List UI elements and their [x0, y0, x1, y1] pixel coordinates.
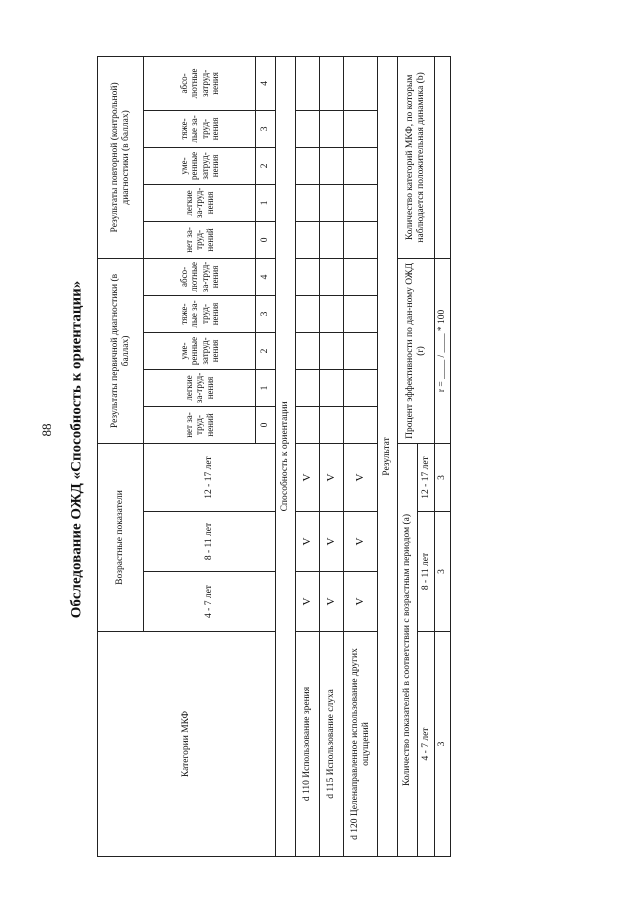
primary-score-cell[interactable] [320, 258, 344, 295]
primary-score-cell[interactable] [344, 295, 378, 332]
age-mark: V [320, 572, 344, 632]
age-mark: V [344, 572, 378, 632]
score-value: 3 [256, 110, 276, 147]
count-age-label: 4 - 7 лет [418, 632, 435, 857]
result-row [378, 56, 398, 856]
primary-severity-header: легкие за-труд-нения [144, 369, 256, 406]
positive-dynamics-value[interactable] [435, 56, 451, 258]
repeat-score-cell[interactable] [344, 184, 378, 221]
efficiency-label: Процент эффективности по дан-ному ОЖД (r) [398, 258, 435, 443]
age-mark: V [296, 572, 320, 632]
repeat-score-cell[interactable] [344, 221, 378, 258]
age-mark: V [344, 512, 378, 572]
count-age-label: 8 - 11 лет [418, 512, 435, 632]
category-label: d 110 Использование зрения [296, 632, 320, 857]
age-mark: V [296, 443, 320, 511]
repeat-score-cell[interactable] [320, 110, 344, 147]
section-title: Способность к ориентации [276, 56, 296, 856]
primary-score-cell[interactable] [344, 258, 378, 295]
score-value: 4 [256, 56, 276, 110]
primary-score-cell[interactable] [320, 369, 344, 406]
primary-score-cell[interactable] [344, 369, 378, 406]
age-header: 12 - 17 лет [144, 443, 276, 511]
count-value: 3 [435, 443, 451, 511]
count-value: 3 [435, 632, 451, 857]
score-value: 4 [256, 258, 276, 295]
repeat-score-cell[interactable] [320, 56, 344, 110]
repeat-severity-header: тяже-лые за-труд-нения [144, 110, 256, 147]
primary-score-cell[interactable] [344, 332, 378, 369]
age-group-header: Возрастные показатели [98, 443, 144, 631]
repeat-severity-header: нет за-труд-нений [144, 221, 256, 258]
score-value: 2 [256, 332, 276, 369]
assessment-table-container [97, 57, 448, 857]
repeat-score-cell[interactable] [344, 110, 378, 147]
repeat-results-header: Результаты повторной (контрольной) диагностики (в баллах) [98, 56, 144, 258]
age-mark: V [344, 443, 378, 511]
page-number: 88 [39, 423, 54, 437]
repeat-severity-header: абсо-лютные затруд-нения [144, 56, 256, 110]
repeat-score-cell[interactable] [296, 221, 320, 258]
age-header: 4 - 7 лет [144, 572, 276, 632]
score-value: 3 [256, 295, 276, 332]
primary-score-cell[interactable] [296, 369, 320, 406]
repeat-score-cell[interactable] [296, 56, 320, 110]
repeat-score-cell[interactable] [296, 184, 320, 221]
summary-value-row [435, 56, 451, 856]
count-value: 3 [435, 512, 451, 632]
table-row [344, 56, 378, 856]
primary-score-cell[interactable] [320, 295, 344, 332]
indicator-count-label: Количество показателей в соответствии с возрастным периодом (а) [398, 443, 418, 856]
primary-score-cell[interactable] [344, 406, 378, 443]
table-row [296, 56, 320, 856]
score-value: 0 [256, 221, 276, 258]
primary-score-cell[interactable] [320, 406, 344, 443]
repeat-score-cell[interactable] [320, 184, 344, 221]
age-header: 8 - 11 лет [144, 512, 276, 572]
assessment-table [97, 56, 451, 857]
primary-severity-header: абсо-лютные за-труд-нения [144, 258, 256, 295]
section-row [276, 56, 296, 856]
category-label: d 115 Использование слуха [320, 632, 344, 857]
score-value: 1 [256, 369, 276, 406]
primary-severity-header: уме-ренные затруд-нения [144, 332, 256, 369]
page-title: Обследование ОЖД «Способность к ориентации» [68, 280, 85, 619]
repeat-severity-header: легкие за-труд-нения [144, 184, 256, 221]
category-label: d 120 Целенаправленное использование других ощущений [344, 632, 378, 857]
primary-results-header: Результаты первичной диагностики (в баллах) [98, 258, 144, 443]
score-value: 1 [256, 184, 276, 221]
primary-severity-header: нет за-труд-нений [144, 406, 256, 443]
repeat-severity-header: уме-ренные затруд-нения [144, 147, 256, 184]
primary-score-cell[interactable] [296, 258, 320, 295]
repeat-score-cell[interactable] [296, 147, 320, 184]
summary-header-row [398, 56, 418, 856]
age-mark: V [320, 443, 344, 511]
repeat-score-cell[interactable] [344, 147, 378, 184]
count-age-label: 12 - 17 лет [418, 443, 435, 511]
repeat-score-cell[interactable] [320, 221, 344, 258]
primary-severity-header: тяже-лые за-труд-нения [144, 295, 256, 332]
header-row-1 [98, 56, 144, 856]
primary-score-cell[interactable] [296, 332, 320, 369]
repeat-score-cell[interactable] [296, 110, 320, 147]
score-value: 2 [256, 147, 276, 184]
score-value: 0 [256, 406, 276, 443]
repeat-score-cell[interactable] [320, 147, 344, 184]
age-mark: V [296, 512, 320, 572]
primary-score-cell[interactable] [320, 332, 344, 369]
efficiency-formula: r = ____ / ____ * 100 [435, 258, 451, 443]
positive-dynamics-label: Количество категорий МКФ, по которым наблюдается положительная динамика (b) [398, 56, 435, 258]
primary-score-cell[interactable] [296, 295, 320, 332]
repeat-score-cell[interactable] [344, 56, 378, 110]
result-label: Результат [378, 56, 398, 856]
table-row [320, 56, 344, 856]
primary-score-cell[interactable] [296, 406, 320, 443]
category-header: Категории МКФ [98, 632, 276, 857]
age-mark: V [320, 512, 344, 572]
